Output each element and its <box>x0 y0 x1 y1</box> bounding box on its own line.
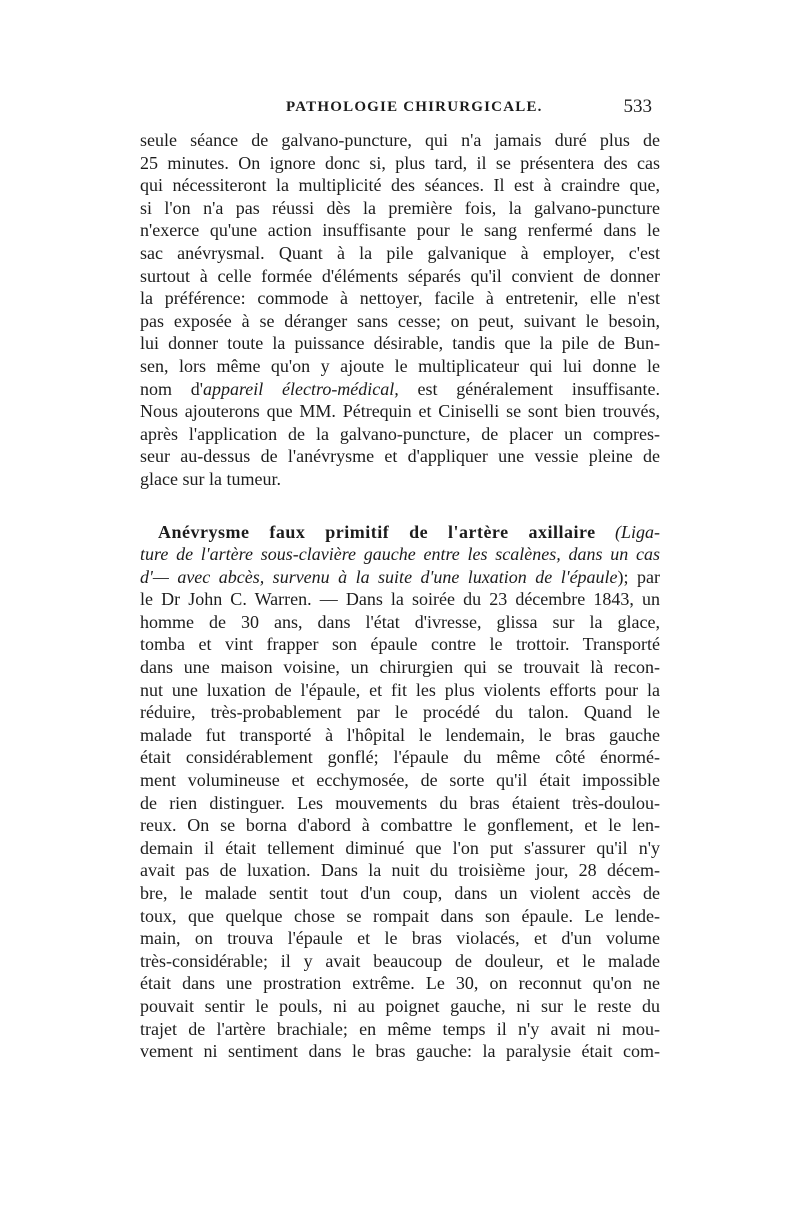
case-subtitle-line: d'— avec abcès, survenu à la suite d'une luxation de l'épaule); par <box>140 566 660 587</box>
text-line: n'exerce qu'une action insuffisante pour le sang renfermé dans le <box>140 220 660 241</box>
text-line: homme de 30 ans, dans l'état d'ivresse, glissa sur la glace, <box>140 611 660 632</box>
case-title: Anévrysme faux primitif de l'artère axillaire <box>158 521 596 542</box>
text-line: qui nécessiteront la multiplicité des séances. Il est à craindre que, <box>140 175 660 196</box>
paragraph-compresseur <box>140 400 660 490</box>
case-author-line: le Dr John C. Warren. — Dans la soirée du 23 décembre 1843, un <box>140 589 660 610</box>
text-line: seur au-dessus de l'anévrysme et d'appliquer une vessie pleine de <box>140 446 660 467</box>
case-subtitle-line: ture de l'artère sous-clavière gauche entre les scalènes, dans un cas <box>140 544 660 565</box>
text-line: glace sur la tumeur. <box>140 468 281 489</box>
text-line: main, on trouva l'épaule et le bras violacés, et d'un volume <box>140 928 660 949</box>
text-line: nom d'appareil électro-médical, est généralement insuffisante. <box>140 378 660 399</box>
text-line: reux. On se borna d'abord à combattre le gonflement, et le len- <box>140 815 660 836</box>
paragraph-spacer <box>140 491 660 521</box>
text-line: avait pas de luxation. Dans la nuit du troisième jour, 28 décem- <box>140 860 660 881</box>
text-line: était considérablement gonflé; l'épaule du même côté énormé- <box>140 747 660 768</box>
text-line: de rien distinguer. Les mouvements du bras étaient très-doulou- <box>140 792 660 813</box>
text-line: trajet de l'artère brachiale; en même temps il n'y avait ni mou- <box>140 1018 660 1039</box>
text-line: 25 minutes. On ignore donc si, plus tard, il se présentera des cas <box>140 152 660 173</box>
case-narrative <box>140 611 660 1063</box>
text-line: demain il était tellement diminué que l'on put s'assurer qu'il n'y <box>140 837 660 858</box>
text-line: Nous ajouterons que MM. Pétrequin et Ciniselli se sont bien trouvés, <box>140 401 660 422</box>
text-line: très-considérable; il y avait beaucoup de douleur, et le malade <box>140 950 660 971</box>
running-head <box>140 96 660 120</box>
text-line: si l'on n'a pas réussi dès la première fois, la galvano-puncture <box>140 197 660 218</box>
text-line: dans une maison voisine, un chirurgien qui se trouvait là recon- <box>140 657 660 678</box>
text-line: bre, le malade sentit tout d'un coup, dans un violent accès de <box>140 883 660 903</box>
text-line: pouvait sentir le pouls, ni au poignet gauche, ni sur le reste du <box>140 995 660 1016</box>
text-line: toux, que quelque chose se rompait dans son épaule. Le lende- <box>140 905 660 926</box>
text-line: sen, lors même qu'on y ajoute le multiplicateur qui lui donne le <box>140 355 660 376</box>
body-text <box>140 129 660 1063</box>
text-line: pas exposée à se déranger sans cesse; on peut, suivant le besoin, <box>140 310 660 331</box>
text-line: réduire, très-probablement par le procédé du talon. Quand le <box>140 702 660 723</box>
text-line: lui donner toute la puissance désirable, tandis que la pile de Bun- <box>140 333 660 354</box>
text-line: nut une luxation de l'épaule, et fit les plus violents efforts pour la <box>140 679 660 700</box>
case-heading: Anévrysme faux primitif de l'artère axillaire (Liga- <box>158 521 660 542</box>
text-line: surtout à celle formée d'éléments séparés qu'il convient de donner <box>140 265 660 286</box>
text-line: tomba et vint frapper son épaule contre le trottoir. Transporté <box>140 634 660 655</box>
text-line: malade fut transporté à l'hôpital le lendemain, le bras gauche <box>140 724 660 745</box>
text-line: la préférence: commode à nettoyer, facile à entretenir, elle n'est <box>140 288 660 309</box>
page-number: 533 <box>623 96 652 117</box>
text-line: après l'application de la galvano-puncture, de placer un compres- <box>140 423 660 444</box>
running-title: PATHOLOGIE CHIRURGICALE. <box>286 99 543 115</box>
text-line: seule séance de galvano-puncture, qui n'a jamais duré plus de <box>140 130 660 150</box>
paragraph-pile-galvanique <box>140 129 660 378</box>
text-line: vement ni sentiment dans le bras gauche: la paralysie était com- <box>140 1041 660 1062</box>
text-line: sac anévrysmal. Quant à la pile galvanique à employer, c'est <box>140 242 660 263</box>
text-line: ment volumineuse et ecchymosée, de sorte qu'il était impossible <box>140 770 660 791</box>
text-line: était dans une prostration extrême. Le 30, on reconnut qu'on ne <box>140 973 660 994</box>
